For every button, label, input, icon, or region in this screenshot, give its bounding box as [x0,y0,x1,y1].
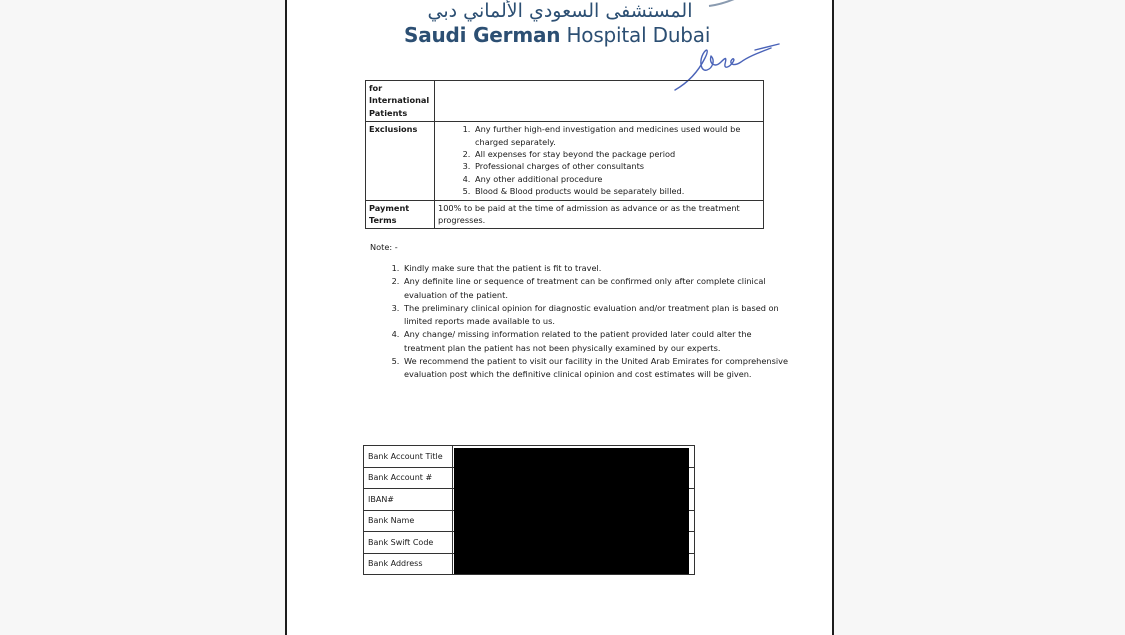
row-label: Exclusions [366,122,435,200]
bank-field-label: Bank Address [364,553,453,575]
row-label: Payment Terms [366,200,435,229]
list-item: 5. We recommend the patient to visit our facility in the United Arab Emirates for comprehensive evaluation post which the definitive clinical opinion and cost estimates will be given. [402,355,794,382]
table-row [366,200,764,229]
list-item: 4. Any other additional procedure [473,173,760,185]
row-value [435,81,764,122]
hospital-name-bold: Saudi German [404,23,561,47]
row-label: for International Patients [366,81,435,122]
bank-field-label: Bank Swift Code [364,532,453,554]
list-item: 1. Kindly make sure that the patient is fit to travel. [402,262,794,275]
table-row [366,122,764,200]
list-item: 4. Any change/ missing information related to the patient provided later could alter the treatment plan the patient has not been physically examined by our experts. [402,328,794,355]
exclusions-cell [435,122,764,200]
bank-field-label: Bank Account Title [364,446,453,468]
table-row [366,81,764,122]
document-page [285,0,834,635]
list-item: 1. Any further high-end investigation and medicines used would be charged separately. [473,123,760,148]
package-terms-table [365,80,764,229]
hospital-name-regular: Hospital Dubai [560,23,711,47]
list-item: 2. All expenses for stay beyond the package period [473,148,760,160]
bank-field-label: IBAN# [364,489,453,511]
redaction-block [454,448,689,574]
list-item: 3. Professional charges of other consultants [473,160,760,172]
list-item: 3. The preliminary clinical opinion for diagnostic evaluation and/or treatment plan is based on limited reports made available to us. [402,302,794,329]
logo-swoosh-icon [707,0,747,8]
list-item: 2. Any definite line or sequence of treatment can be confirmed only after complete clinical evaluation of the patient. [402,275,794,302]
exclusions-list [438,123,760,197]
bank-field-label: Bank Account # [364,467,453,489]
notes-list [377,262,794,382]
list-item: 5. Blood & Blood products would be separately billed. [473,185,760,197]
note-title: Note: - [370,242,398,252]
hospital-name-arabic: المستشفى السعودي الألماني دبي [427,0,693,22]
row-value: 100% to be paid at the time of admission as advance or as the treatment progresses. [435,200,764,229]
bank-field-label: Bank Name [364,510,453,532]
